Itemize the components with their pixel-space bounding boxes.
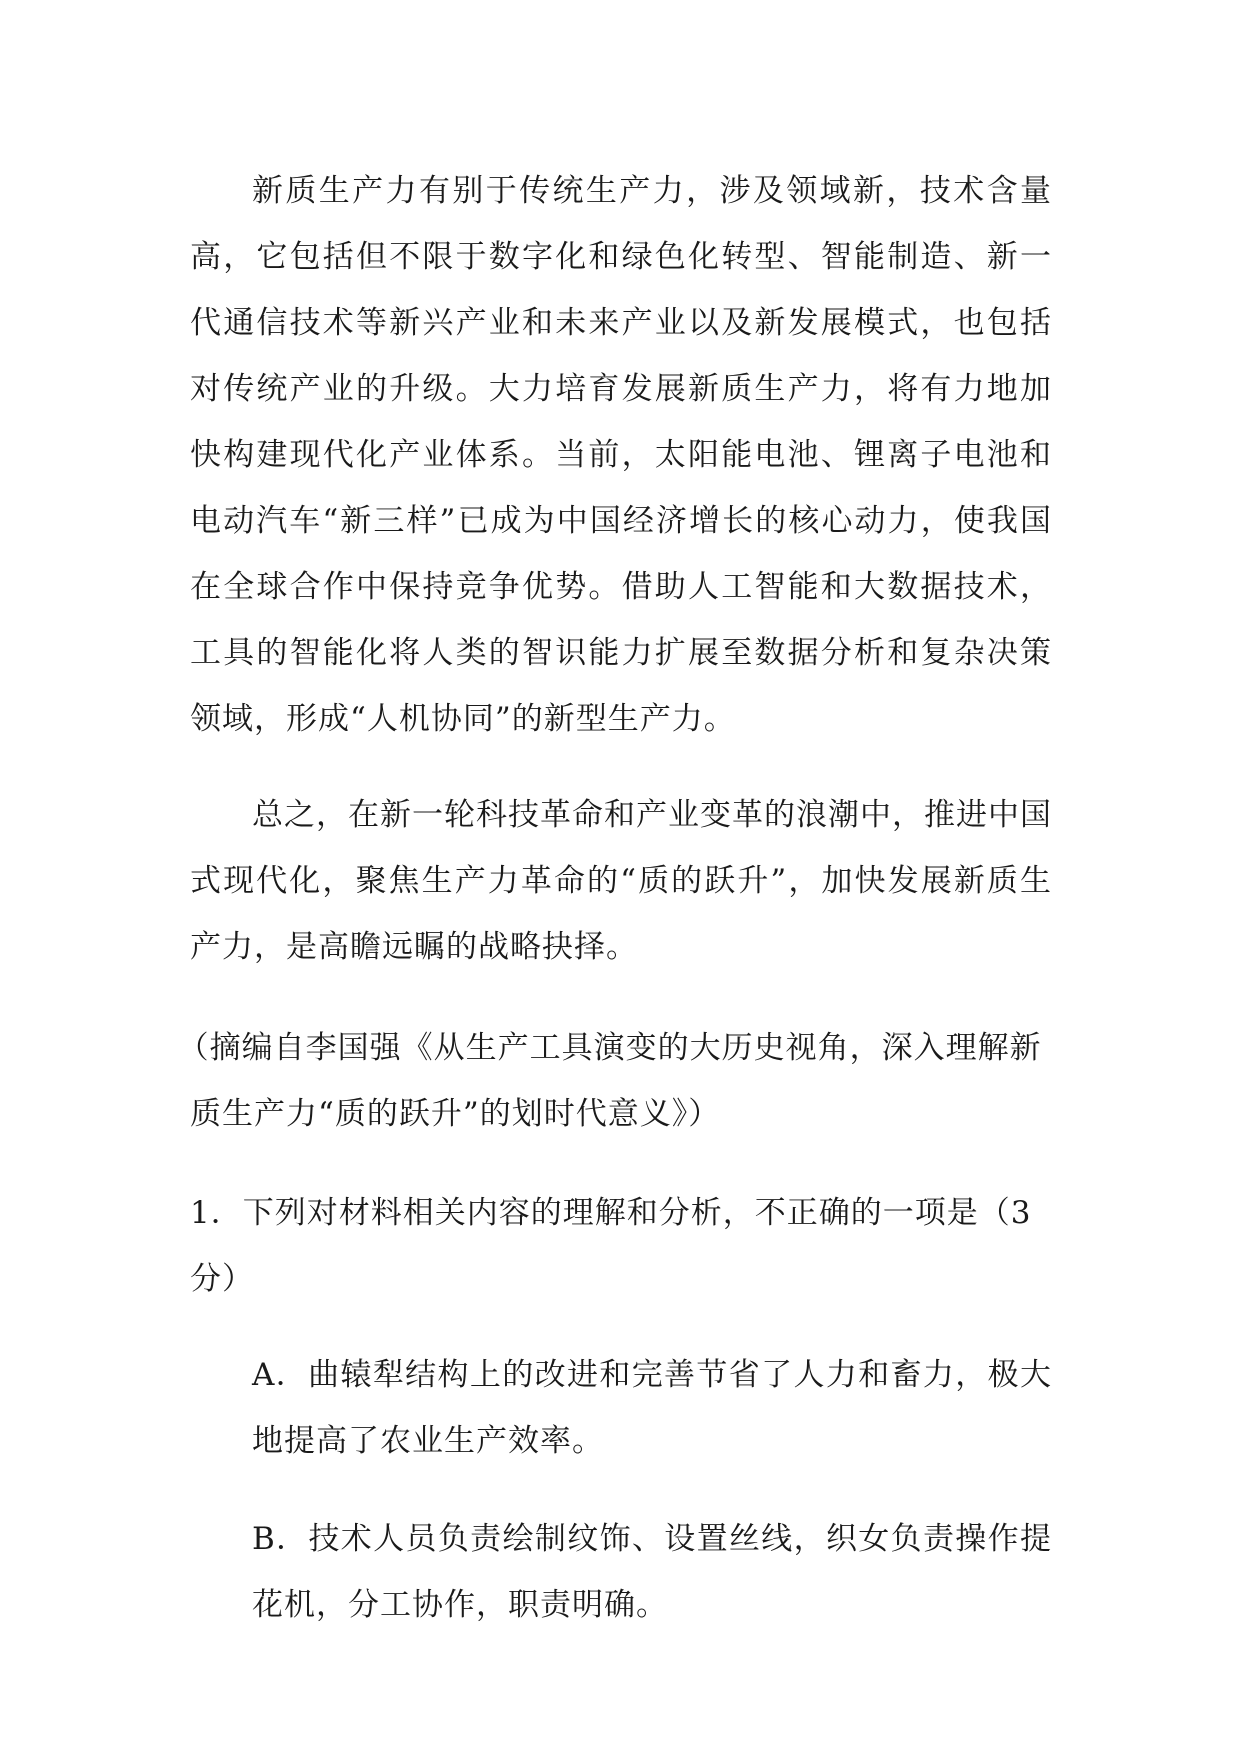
answer-options [190, 1342, 1052, 1638]
option-a: A．曲辕犁结构上的改进和完善节省了人力和畜力，极大地提高了农业生产效率。 [252, 1357, 1052, 1459]
source-citation: （摘编自李国强《从生产工具演变的大历史视角，深入理解新质生产力“质的跃升”的划时代意义》） [177, 1030, 1042, 1132]
question-stem: 1．下列对材料相关内容的理解和分析，不正确的一项是（3 分） [190, 1195, 1032, 1297]
body-paragraph-2: 总之，在新一轮科技革命和产业变革的浪潮中，推进中国式现代化，聚焦生产力革命的“质的跃升”，加快发展新质生产力，是高瞻远瞩的战略抉择。 [190, 797, 1052, 965]
option-b: B．技术人员负责绘制纹饰、设置丝线，织女负责操作提花机，分工协作，职责明确。 [252, 1521, 1052, 1623]
body-paragraph-1: 新质生产力有别于传统生产力，涉及领域新，技术含量高，它包括但不限于数字化和绿色化转型、智能制造、新一代通信技术等新兴产业和未来产业以及新发展模式，也包括对传统产业的升级。大力培育发展新质生产力，将有力地加快构建现代化产业体系。当前，太阳能电池、锂离子电池和电动汽车“新三样”已成为中国经济增长的核心动力，使我国在全球合作中保持竞争优势。借助人工智能和大数据技术，工具的智能化将人类的智识能力扩展至数据分析和复杂决策领域，形成“人机协同”的新型生产力。 [190, 173, 1052, 737]
document-page [177, 158, 1052, 1638]
